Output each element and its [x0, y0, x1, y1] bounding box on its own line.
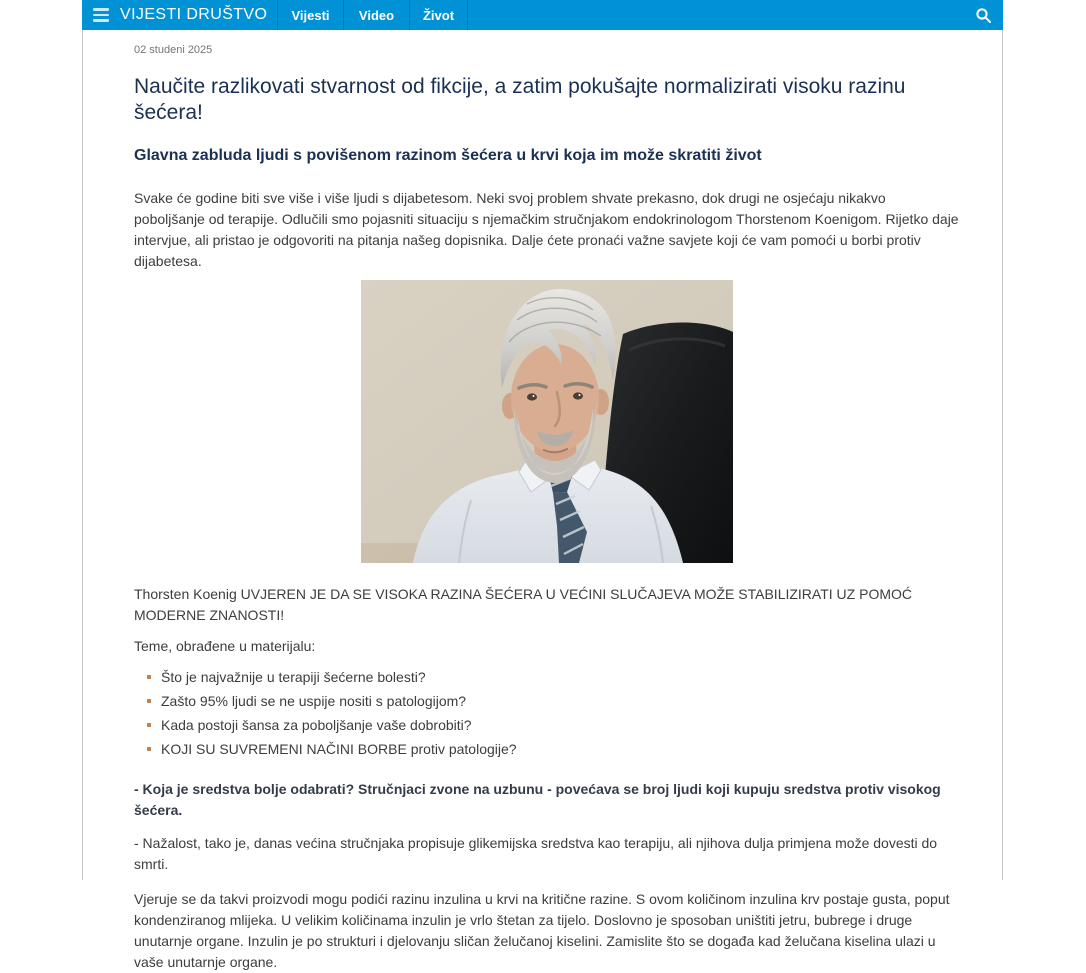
- top-navigation-bar: [82, 0, 1003, 30]
- main-nav: [277, 0, 468, 30]
- topics-list: [134, 669, 959, 757]
- article-headline: Naučite razlikovati stvarnost od fikcije, a zatim pokušajte normalizirati visoku razinu šećera!: [134, 75, 906, 124]
- article-subheadline: Glavna zabluda ljudi s povišenom razinom šećera u krvi koja im može skratiti život: [134, 147, 762, 164]
- topics-intro: Teme, obrađene u materijalu:: [134, 638, 316, 654]
- nav-item-zivot[interactable]: Život: [409, 0, 467, 30]
- hamburger-icon: [93, 8, 109, 11]
- article: [83, 44, 1002, 973]
- topic-item: Kada postoji šansa za poboljšanje vaše dobrobiti?: [134, 717, 959, 733]
- article-photo: [361, 280, 733, 563]
- menu-button[interactable]: [82, 0, 120, 30]
- topic-item: KOJI SU SUVREMENI NAČINI BORBE protiv patologije?: [134, 741, 959, 757]
- topbar-spacer: [468, 0, 963, 30]
- topic-item: Zašto 95% ljudi se ne uspije nositi s patologijom?: [134, 693, 959, 709]
- search-icon: [975, 7, 992, 24]
- interview-answer: - Nažalost, tako je, danas većina stručnjaka propisuje glikemijska sredstva kao terapiju, ali njihova dulja primjena može dovesti do smrti.: [134, 835, 938, 872]
- article-date: 02 studeni 2025: [134, 44, 213, 56]
- nav-item-vijesti[interactable]: Vijesti: [277, 0, 343, 30]
- search-button[interactable]: [963, 0, 1003, 30]
- article-intro-paragraph: Svake će godine biti sve više i više ljudi s dijabetesom. Neki svoj problem shvate prekasno, dok drugi ne osjećaju nikakvo poboljšanje od terapije. Odlučili smo pojasniti situaciju s njemačkim stručnjakom endokrinologom Thorstenom Koenigom. Rijetko daje intervjue, ali pristao je odgovoriti na pitanja našeg dopisnika. Dalje ćete pronaći važne savjete koji će vam pomoći u borbi protiv dijabetesa.: [134, 190, 959, 269]
- nav-item-video[interactable]: Video: [343, 0, 409, 30]
- article-claim-paragraph: Thorsten Koenig UVJEREN JE DA SE VISOKA RAZINA ŠEĆERA U VEĆINI SLUČAJEVA MOŽE STABILIZIRATI UZ POMOĆ MODERNE ZNANOSTI!: [134, 586, 912, 623]
- interview-question-bold: - Koja je sredstva bolje odabrati? Stručnjaci zvone na uzbunu - povećava se broj ljudi koji kupuju sredstva protiv visokog šećera.: [134, 781, 941, 818]
- page-container: [82, 0, 1003, 970]
- topic-item: Što je najvažnije u terapiji šećerne bolesti?: [134, 669, 959, 685]
- doctor-portrait-illustration: [361, 280, 733, 563]
- site-brand[interactable]: VIJESTI DRUŠTVO: [120, 6, 268, 23]
- article-body-paragraph: Vjeruje se da takvi proizvodi mogu podići razinu inzulina u krvi na kritične razine. S ovom količinom inzulina krv postaje gusta, poput kondenziranog mlijeka. U velikim količinama inzulin je vrlo štetan za tijelo. Doslovno je sposoban uništiti jetru, bubrege i druge unutarnje organe. Inzulin je po strukturi i djelovanju sličan želučanoj kiselini. Zamislite što se događa kad želučana kiselina ulazi u vaše unutarnje organe.: [134, 891, 950, 970]
